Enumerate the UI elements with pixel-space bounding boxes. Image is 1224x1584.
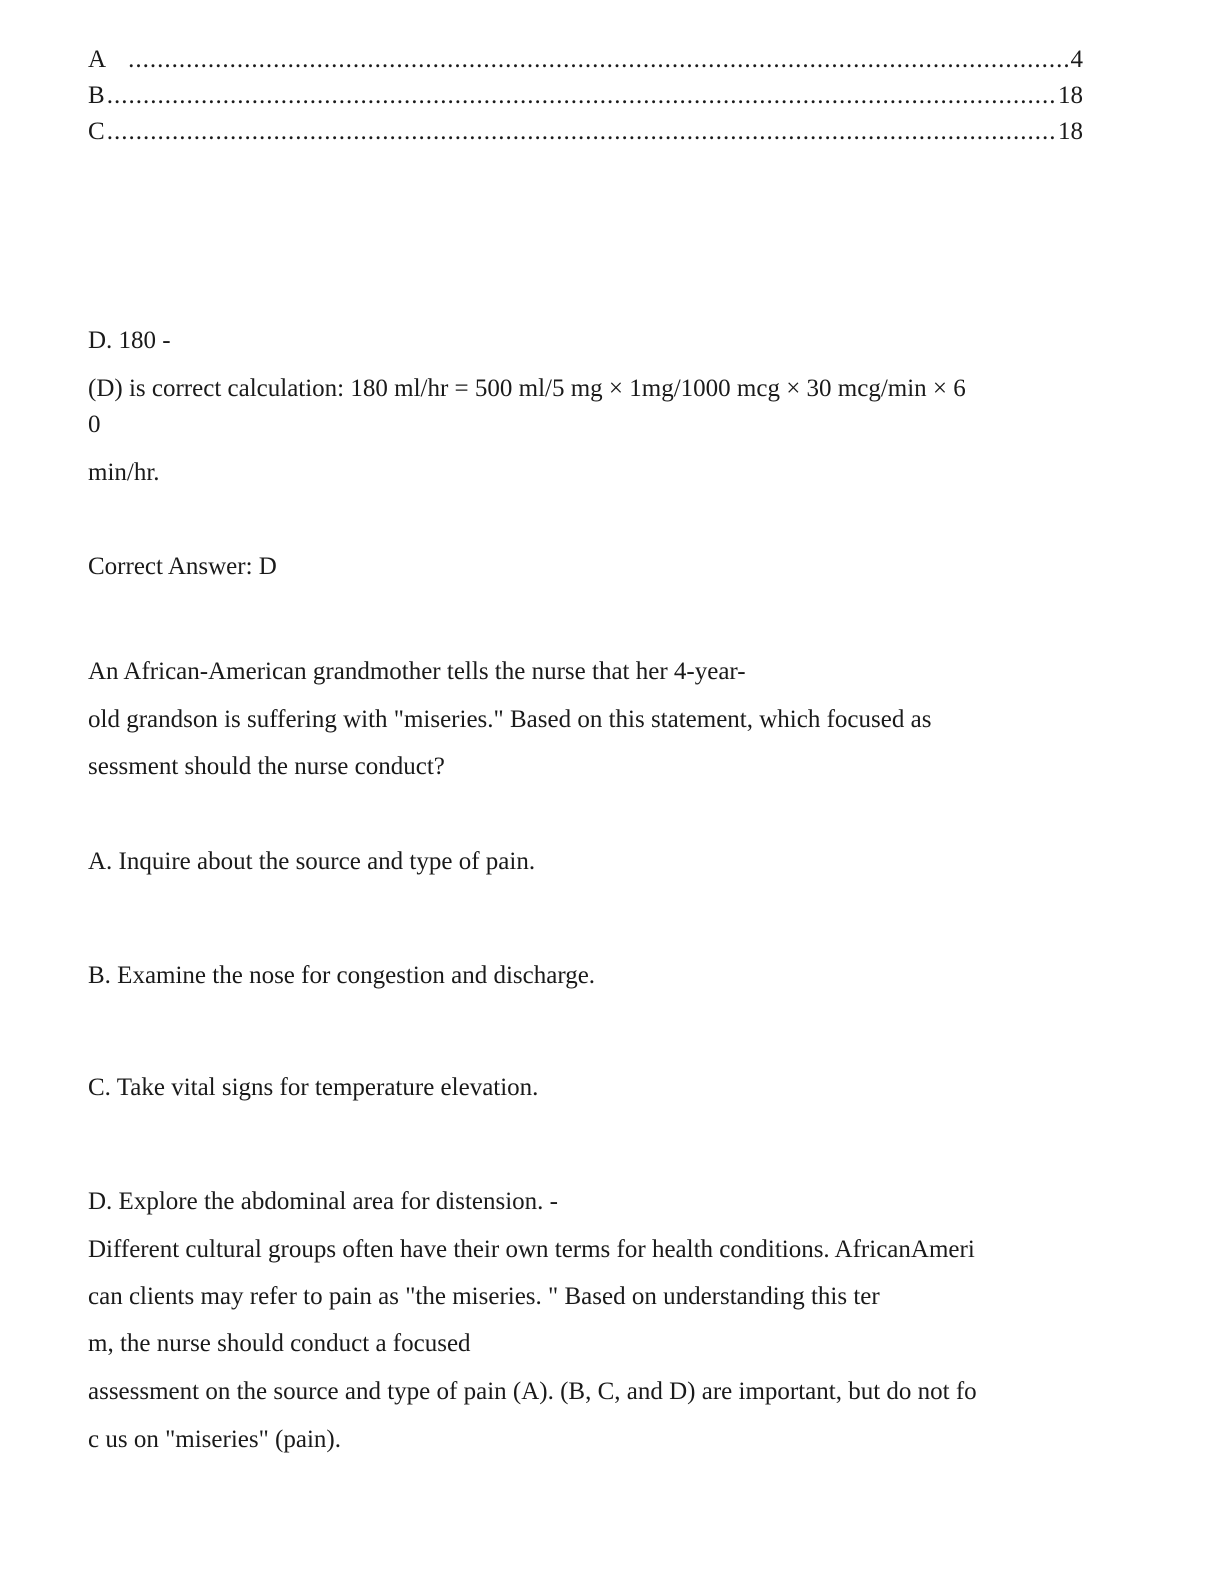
rationale-line: (D) is correct calculation: 180 ml/hr = 500 ml/5 mg × 1mg/1000 mcg × 30 mcg/min × 6 xyxy=(88,375,966,402)
toc-page-number: 18 xyxy=(1058,82,1083,109)
rationale-line: m, the nurse should conduct a focused xyxy=(88,1330,471,1357)
toc-label: B xyxy=(88,82,105,109)
toc-entry-c[interactable] xyxy=(88,118,1083,146)
answer-option-a: A. Inquire about the source and type of pain. xyxy=(88,848,536,875)
answer-option-d: D. Explore the abdominal area for distension. - xyxy=(88,1188,558,1215)
toc-page-number: 18 xyxy=(1058,118,1083,145)
question-text: sessment should the nurse conduct? xyxy=(88,753,445,780)
answer-option-b: B. Examine the nose for congestion and discharge. xyxy=(88,962,596,989)
question-text: An African-American grandmother tells the nurse that her 4-year- xyxy=(88,658,746,685)
rationale-line: min/hr. xyxy=(88,459,160,486)
toc-label: A xyxy=(88,46,107,73)
toc-leader-dots xyxy=(107,82,1056,110)
rationale-line: Different cultural groups often have their own terms for health conditions. AfricanAmeri xyxy=(88,1236,975,1263)
correct-answer: Correct Answer: D xyxy=(88,553,277,580)
rationale-line: c us on "miseries" (pain). xyxy=(88,1426,341,1453)
question-text: old grandson is suffering with "miseries." Based on this statement, which focused as xyxy=(88,706,932,733)
toc-leader-dots xyxy=(128,46,1068,74)
toc-leader-dots xyxy=(107,118,1056,146)
rationale-line: assessment on the source and type of pain (A). (B, C, and D) are important, but do not fo xyxy=(88,1378,977,1405)
toc-page-number: 4 xyxy=(1070,46,1083,73)
toc-label: C xyxy=(88,118,105,145)
toc-entry-b[interactable] xyxy=(88,82,1083,110)
rationale-line: can clients may refer to pain as "the miseries. " Based on understanding this ter xyxy=(88,1283,880,1310)
answer-option-c: C. Take vital signs for temperature elevation. xyxy=(88,1074,539,1101)
toc-entry-a[interactable] xyxy=(88,46,1083,74)
rationale-line: 0 xyxy=(88,411,101,438)
answer-option-d-prev: D. 180 - xyxy=(88,327,171,354)
